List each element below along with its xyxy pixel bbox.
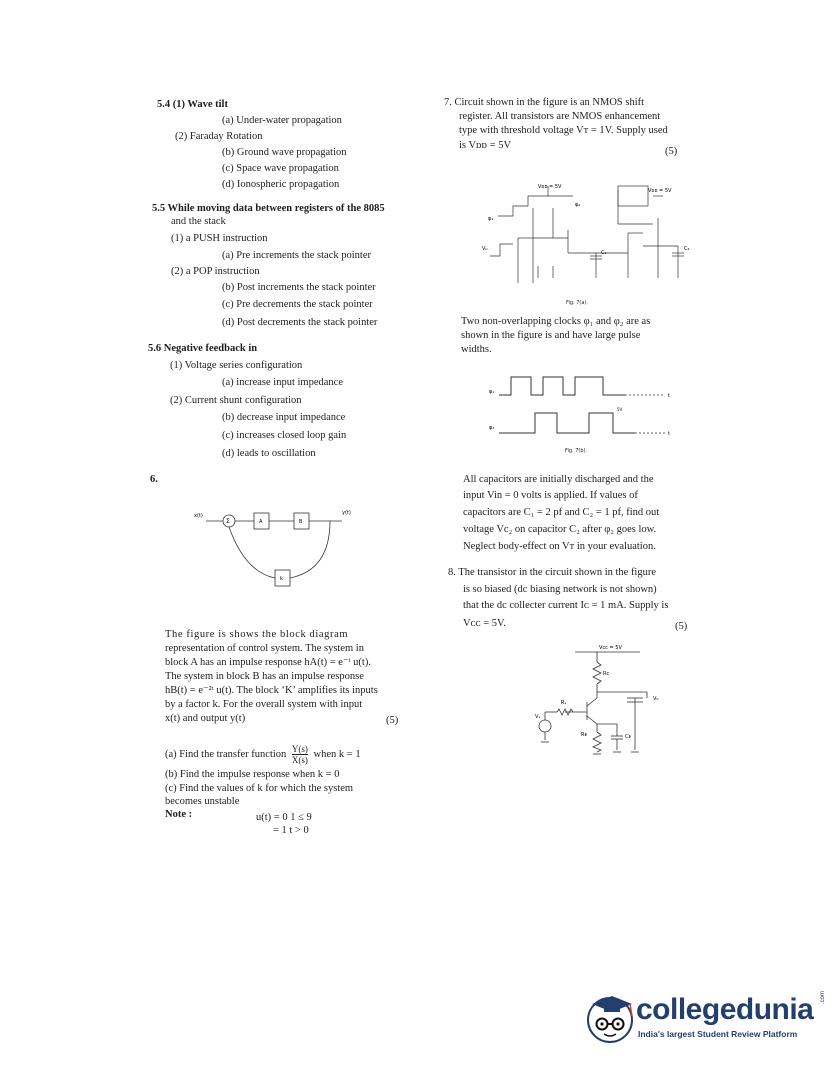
q6-part-a-condition: when k = 1 <box>313 748 361 760</box>
brand-domain: .com <box>820 990 826 1004</box>
q54-option-d: (d) Ionospheric propagation <box>222 179 340 190</box>
q6-part-c-2: becomes unstable <box>165 796 240 807</box>
q7-line-1: 7. Circuit shown in the figure is an NMOS shift <box>444 97 645 108</box>
mascot-icon <box>580 988 640 1048</box>
q7-eval-line-2: input Vin = 0 volts is applied. If values of <box>463 490 638 501</box>
vcc-label: Vᴄᴄ = 5V <box>599 645 622 651</box>
q6-number: 6. <box>150 474 158 485</box>
q7-clock-line-2: shown in the figure is and have large pulse <box>461 330 641 341</box>
clock-waveform-diagram <box>485 365 685 445</box>
q7-eval-line-4: voltage Vc₂ on capacitor C₂ after φ₂ goes low. <box>463 524 657 535</box>
diagram-input-label: x(t) <box>194 513 203 519</box>
supply-label-1: Vᴅᴅ = 5V <box>538 184 562 190</box>
phi1-input-label: φ₁ <box>488 216 494 222</box>
q8-line-1: 8. The transistor in the circuit shown in the figure <box>448 567 657 578</box>
brand-name: collegedunia <box>636 993 814 1026</box>
q6-part-a-text: (a) Find the transfer function <box>165 748 287 760</box>
q7-clock-line-1: Two non-overlapping clocks φ₁ and φ₂ are as <box>461 316 651 327</box>
q6-para-5: hB(t) = e⁻²ᵗ u(t). The block ‘K’ amplifies its inputs <box>165 685 378 696</box>
q6-para-7: x(t) and output y(t) <box>165 713 246 724</box>
q56-option-a: (a) increase input impedance <box>222 377 343 388</box>
q55-option-c: (c) Pre decrements the stack pointer <box>222 299 373 310</box>
q7-line-3: type with threshold voltage Vᴛ = 1V. Supply used <box>459 125 668 136</box>
control-block-diagram <box>190 500 370 610</box>
q54-option-a: (a) Under-water propagation <box>222 115 342 126</box>
phi1-wave-label: φ₁ <box>489 389 495 395</box>
fraction-denominator: X(s) <box>291 755 308 765</box>
fig-7b-caption: Fig. 7(b). <box>565 448 588 454</box>
q8-line-3: that the dc collecter current Iᴄ = 1 mA. Supply is <box>463 600 669 611</box>
vs-label: Vₛ <box>535 714 541 720</box>
fig-7a-caption: Fig. 7(a). <box>566 300 588 306</box>
q56-head: 5.6 Negative feedback in <box>148 343 258 354</box>
q7-eval-line-5: Neglect body-effect on Vᴛ in your evaluation. <box>463 541 656 552</box>
q56-option-b: (b) decrease input impedance <box>222 412 346 423</box>
q6-part-c-1: (c) Find the values of k for which the system <box>165 783 354 794</box>
q6-part-a <box>165 744 361 765</box>
q55-sub1: (1) a PUSH instruction <box>171 233 268 244</box>
fraction-numerator: Y(s) <box>291 744 308 754</box>
q55-option-d: (d) Post decrements the stack pointer <box>222 317 378 328</box>
block-b-label: B <box>299 519 303 525</box>
q6-marks: (5) <box>386 715 399 726</box>
q55-option-a: (a) Pre increments the stack pointer <box>222 250 371 261</box>
q6-note-line-1: u(t) = 0 1 ≤ 9 <box>256 812 312 823</box>
time-label-1: t <box>668 393 670 399</box>
time-label-2: t <box>668 431 670 437</box>
q56-sub1: (1) Voltage series configuration <box>170 360 303 371</box>
q55-head1: 5.5 While moving data between registers of the 8085 <box>152 203 385 214</box>
supply-label-2: Vᴅᴅ = 5V <box>648 188 672 194</box>
q55-sub2: (2) a POP instruction <box>171 266 260 277</box>
q7-clock-line-3: widths. <box>461 344 492 355</box>
block-a-label: A <box>259 519 263 525</box>
q56-option-d: (d) leads to oscillation <box>222 448 316 459</box>
q54-sub2: (2) Faraday Rotation <box>175 131 263 142</box>
q8-line-4: Vᴄᴄ = 5V. <box>463 618 506 629</box>
summing-junction-label: Σ <box>226 518 230 525</box>
q6-para-6: by a factor k. For the overall system with input <box>165 699 363 710</box>
q55-head2: and the stack <box>171 216 226 227</box>
q7-eval-line-3: capacitors are C₁ = 2 pf and C₂ = 1 pf, find out <box>463 507 660 518</box>
phi2-wave-label: φ₂ <box>489 425 495 431</box>
c2-label: C₂ <box>684 246 690 252</box>
rc-label: Rᴄ <box>603 671 610 677</box>
q6-note-label: Note : <box>165 809 193 820</box>
q56-option-c: (c) increases closed loop gain <box>222 430 347 441</box>
q54-option-b: (b) Ground wave propagation <box>222 147 347 158</box>
re-label: Rᴇ <box>581 732 587 738</box>
block-k-label: k <box>280 576 283 582</box>
q7-line-2: register. All transistors are NMOS enhancement <box>459 111 661 122</box>
q6-para-1: The figure is shows the block diagram <box>165 629 349 640</box>
diagram-output-label: y(t) <box>342 510 351 516</box>
q6-note-line-2: = 1 t > 0 <box>273 825 309 836</box>
q6-para-3: block A has an impulse response hA(t) = e⁻ᵗ u(t). <box>165 657 371 668</box>
q55-option-b: (b) Post increments the stack pointer <box>222 282 376 293</box>
q7-marks: (5) <box>665 146 678 157</box>
five-volt-label: 5V <box>617 407 623 412</box>
q7-eval-line-1: All capacitors are initially discharged and the <box>463 474 654 485</box>
transfer-function-fraction <box>292 744 308 765</box>
q8-line-2: is so biased (dc biasing network is not shown) <box>463 584 657 595</box>
rs-label: Rₛ <box>561 700 567 706</box>
vin-label: Vᵢₙ <box>482 246 489 252</box>
nmos-shift-register-circuit <box>478 178 693 288</box>
vo-label: V₀ <box>653 696 659 702</box>
brand-tagline: India's largest Student Review Platform <box>638 1029 798 1039</box>
c1-label: C₁ <box>601 250 607 256</box>
ce-label: Cᴇ <box>625 734 631 740</box>
q6-para-4: The system in block B has an impulse response <box>165 671 364 682</box>
q54-option-c: (c) Space wave propagation <box>222 163 339 174</box>
q54-head: 5.4 (1) Wave tilt <box>157 99 228 110</box>
bjt-amplifier-circuit <box>535 640 670 765</box>
q7-line-4: is Vᴅᴅ = 5V <box>459 140 512 151</box>
q8-marks: (5) <box>675 621 688 632</box>
q6-part-b: (b) Find the impulse response when k = 0 <box>165 769 340 780</box>
q6-para-2: representation of control system. The system in <box>165 643 364 654</box>
q56-sub2: (2) Current shunt configuration <box>170 395 302 406</box>
phi2-gate-label: φ₂ <box>575 202 581 208</box>
